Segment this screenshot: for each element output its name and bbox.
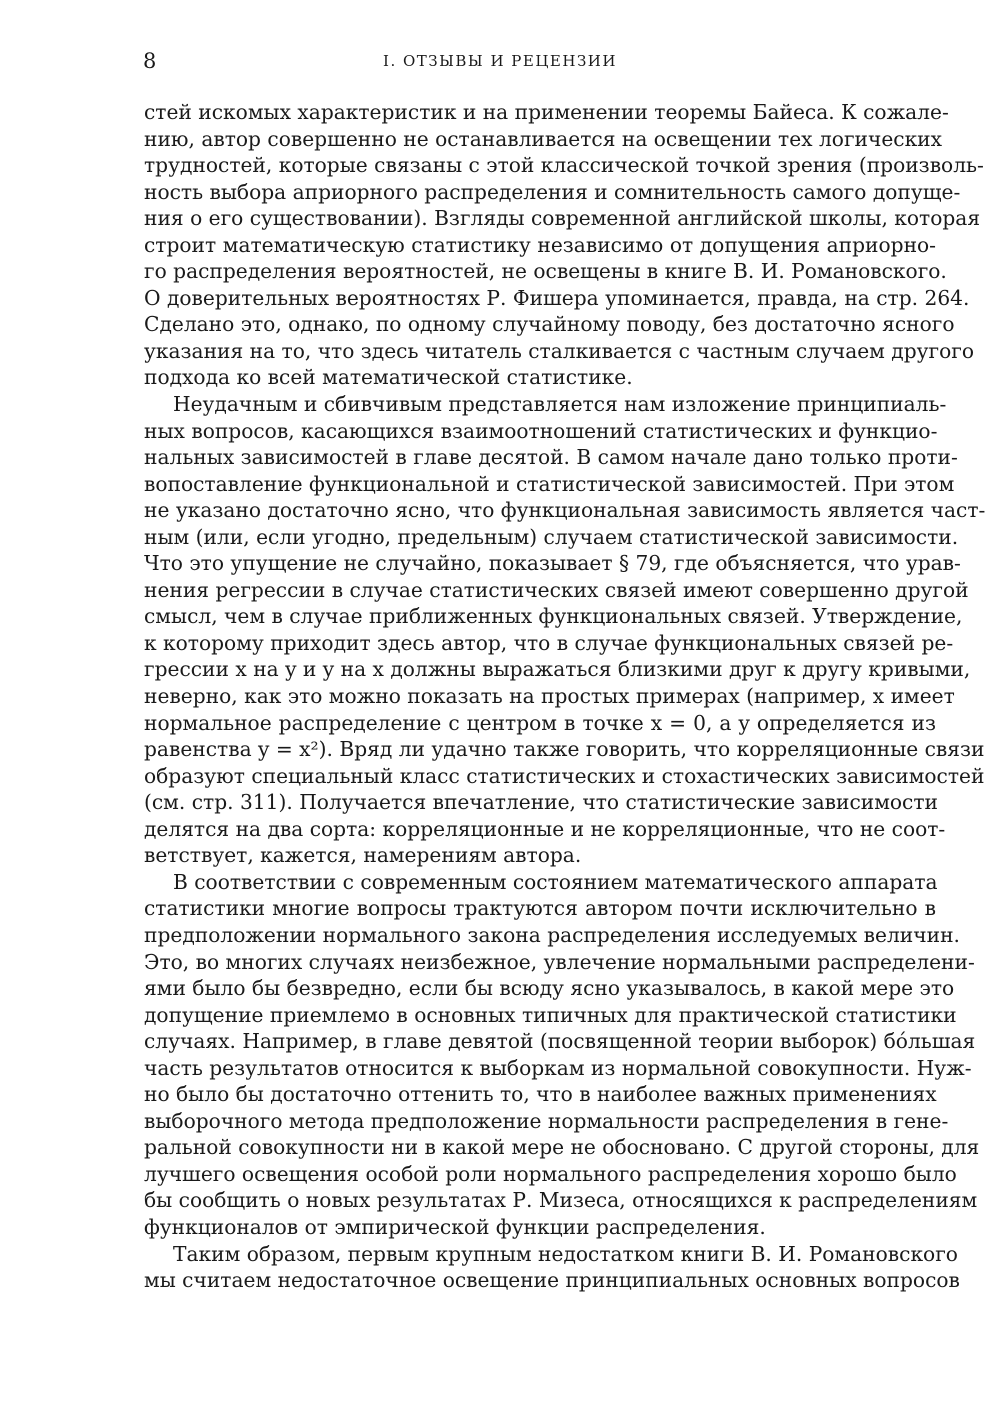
text-line: подхода ко всей математической статистике. [144,365,633,390]
paragraph-3 [144,869,980,1241]
text-line: неверно, как это можно показать на простых примерах (например, x имеет [144,684,955,709]
text-line: (см. стр. 311). Получается впечатление, что статистические зависимости [144,790,938,815]
text-line: нения регрессии в случае статистических связей имеют совершенно другой [144,577,969,602]
text-line: нальных зависимостей в главе десятой. В самом начале дано только проти- [144,445,958,470]
text-line: не указано достаточно ясно, что функциональная зависимость является част- [144,498,986,523]
text-line: выборочного метода предположение нормальности распределения в гене- [144,1108,949,1133]
text-line: го распределения вероятностей, не освещены в книге В. И. Романовского. [144,259,947,284]
text-line: образуют специальный класс статистических и стохастических зависимостей [144,763,985,788]
text-line: ность выбора априорного распределения и сомнительность самого допуще- [144,179,961,204]
text-line: стей искомых характеристик и на применении теоремы Байеса. К сожале- [144,100,949,124]
text-line: ральной совокупности ни в какой мере не обосновано. С другой стороны, для [144,1135,980,1160]
text-line: нию, автор совершенно не останавливается на освещении тех логических [144,126,943,151]
text-line: делятся на два сорта: корреляционные и не корреляционные, что не соот- [144,816,946,841]
text-line: предположении нормального закона распределения исследуемых величин. [144,922,960,947]
text-line: Неудачным и сбивчивым представляется нам изложение принципиаль- [173,392,947,417]
text-line: мы считаем недостаточное освещение принципиальных основных вопросов [144,1268,960,1293]
text-line: статистики многие вопросы трактуются автором почти исключительно в [144,896,936,921]
text-line: ями было бы безвредно, если бы всюду ясно указывалось, в какой мере это [144,976,955,1001]
text-line: ных вопросов, касающихся взаимоотношений статистических и функцио- [144,418,938,443]
text-line: но было бы достаточно оттенить то, что в наиболее важных применениях [144,1082,937,1107]
text-line: Сделано это, однако, по одному случайному поводу, без достаточно ясного [144,312,955,337]
text-line: нормальное распределение с центром в точке x = 0, а y определяется из [144,710,936,735]
paragraph-4 [144,1241,960,1294]
paragraph-2 [144,391,986,869]
text-line: трудностей, которые связаны с этой классической точкой зрения (произволь- [144,153,984,178]
text-line: к которому приходит здесь автор, что в случае функциональных связей ре- [144,630,954,655]
body-text [144,99,986,1294]
page-number: 8 [143,49,157,73]
text-line: равенства y = x²). Вряд ли удачно также говорить, что корреляционные связи [144,737,985,762]
paragraph-1 [144,99,984,391]
text-line: Что это упущение не случайно, показывает § 79, где объясняется, что урав- [144,551,961,576]
text-line: допущение приемлемо в основных типичных для практической статистики [144,1002,957,1027]
text-line: лучшего освещения особой роли нормального распределения хорошо было [144,1161,957,1186]
text-line: ния о его существовании). Взгляды современной английской школы, которая [144,206,981,231]
text-line: часть результатов относится к выборкам из нормальной совокупности. Нуж- [144,1055,972,1080]
text-line: функционалов от эмпирической функции распределения. [144,1214,766,1239]
text-line: О доверительных вероятностях Р. Фишера упоминается, правда, на стр. 264. [144,285,970,310]
text-line: строит математическую статистику независимо от допущения априорно- [144,232,936,257]
text-line: случаях. Например, в главе девятой (посвященной теории выборок) бóльшая [144,1029,976,1054]
text-line: вопоставление функциональной и статистической зависимостей. При этом [144,471,955,496]
running-head: I. ОТЗЫВЫ И РЕЦЕНЗИИ [383,52,617,70]
text-line: указания на то, что здесь читатель сталкивается с частным случаем другого [144,338,974,363]
text-line: Таким образом, первым крупным недостатком книги В. И. Романовского [173,1241,958,1266]
text-line: бы сообщить о новых результатах Р. Мизеса, относящихся к распределениям [144,1188,978,1213]
text-line: ветствует, кажется, намерениям автора. [144,843,582,868]
text-line: В соответствии с современным состоянием математического аппарата [173,869,938,894]
text-line: Это, во многих случаях неизбежное, увлечение нормальными распределени- [144,949,975,974]
text-line: смысл, чем в случае приближенных функциональных связей. Утверждение, [144,604,963,629]
text-line: ным (или, если угодно, предельным) случаем статистической зависимости. [144,524,959,549]
text-line: грессии x на y и y на x должны выражаться близкими друг к другу кривыми, [144,657,971,682]
